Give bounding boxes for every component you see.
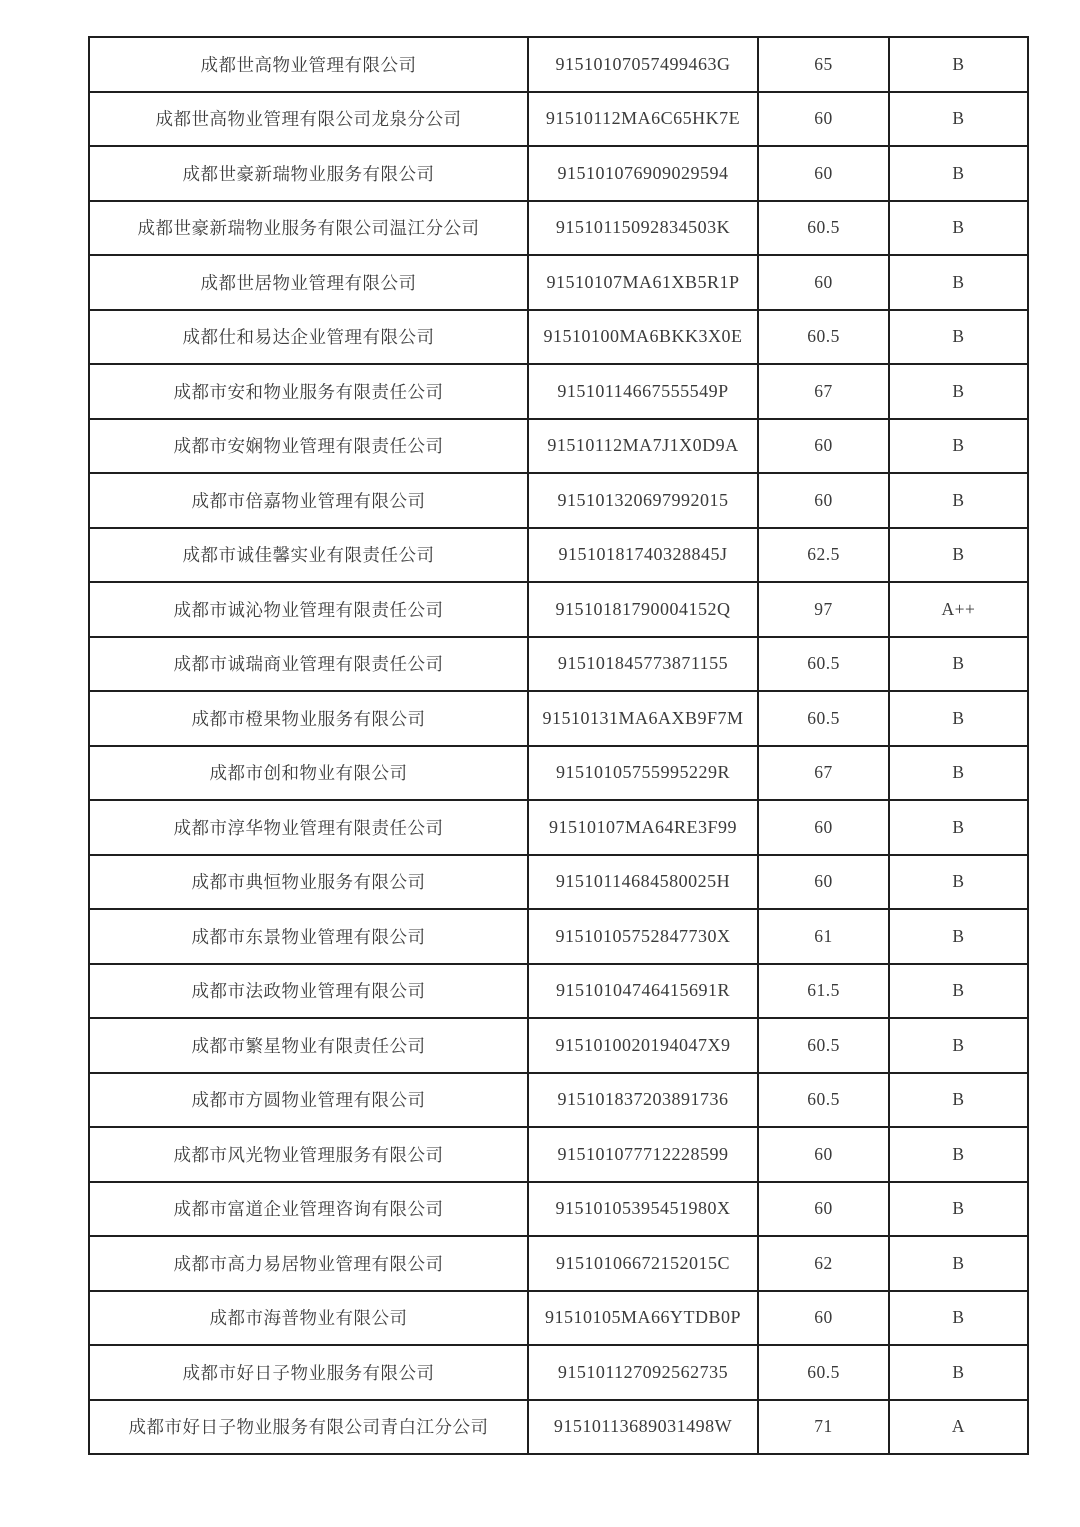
company-name-cell: 成都市安娴物业管理有限责任公司 xyxy=(89,419,528,474)
credit-code-cell: 91510114684580025H xyxy=(528,855,758,910)
company-name-cell: 成都世居物业管理有限公司 xyxy=(89,255,528,310)
table-row xyxy=(89,473,1028,528)
score-cell: 61 xyxy=(758,909,889,964)
credit-code-cell: 915101320697992015 xyxy=(528,473,758,528)
table-row xyxy=(89,310,1028,365)
grade-cell: B xyxy=(889,1073,1028,1128)
table-row xyxy=(89,37,1028,92)
table-row xyxy=(89,800,1028,855)
table-row xyxy=(89,201,1028,256)
company-name-cell: 成都市富道企业管理咨询有限公司 xyxy=(89,1182,528,1237)
table-row xyxy=(89,691,1028,746)
score-cell: 60.5 xyxy=(758,1345,889,1400)
score-cell: 60 xyxy=(758,1127,889,1182)
score-cell: 97 xyxy=(758,582,889,637)
table-row xyxy=(89,92,1028,147)
table-row xyxy=(89,964,1028,1019)
table-row xyxy=(89,637,1028,692)
table-row xyxy=(89,146,1028,201)
score-cell: 60.5 xyxy=(758,1073,889,1128)
credit-code-cell: 91510113689031498W xyxy=(528,1400,758,1455)
credit-rating-table xyxy=(88,36,1029,1455)
table-row xyxy=(89,1127,1028,1182)
score-cell: 60 xyxy=(758,473,889,528)
table-row xyxy=(89,1182,1028,1237)
table-row xyxy=(89,419,1028,474)
grade-cell: B xyxy=(889,1291,1028,1346)
score-cell: 60.5 xyxy=(758,310,889,365)
credit-code-cell: 91510100MA6BKK3X0E xyxy=(528,310,758,365)
company-name-cell: 成都市高力易居物业管理有限公司 xyxy=(89,1236,528,1291)
credit-code-cell: 915101076909029594 xyxy=(528,146,758,201)
credit-code-cell: 9151010020194047X9 xyxy=(528,1018,758,1073)
company-name-cell: 成都市诚瑞商业管理有限责任公司 xyxy=(89,637,528,692)
grade-cell: B xyxy=(889,691,1028,746)
company-name-cell: 成都市好日子物业服务有限公司青白江分公司 xyxy=(89,1400,528,1455)
score-cell: 60.5 xyxy=(758,201,889,256)
grade-cell: B xyxy=(889,419,1028,474)
credit-code-cell: 91510112MA6C65HK7E xyxy=(528,92,758,147)
company-name-cell: 成都世高物业管理有限公司 xyxy=(89,37,528,92)
table-row xyxy=(89,746,1028,801)
grade-cell: B xyxy=(889,528,1028,583)
credit-code-cell: 91510105395451980X xyxy=(528,1182,758,1237)
credit-code-cell: 91510105MA66YTDB0P xyxy=(528,1291,758,1346)
company-name-cell: 成都市典恒物业服务有限公司 xyxy=(89,855,528,910)
grade-cell: B xyxy=(889,364,1028,419)
score-cell: 67 xyxy=(758,364,889,419)
grade-cell: B xyxy=(889,310,1028,365)
credit-code-cell: 915101837203891736 xyxy=(528,1073,758,1128)
company-name-cell: 成都市安和物业服务有限责任公司 xyxy=(89,364,528,419)
score-cell: 60 xyxy=(758,146,889,201)
credit-code-cell: 91510181740328845J xyxy=(528,528,758,583)
table-row xyxy=(89,909,1028,964)
credit-code-cell: 91510131MA6AXB9F7M xyxy=(528,691,758,746)
score-cell: 60 xyxy=(758,255,889,310)
score-cell: 67 xyxy=(758,746,889,801)
table-row xyxy=(89,364,1028,419)
score-cell: 71 xyxy=(758,1400,889,1455)
score-cell: 60.5 xyxy=(758,637,889,692)
company-name-cell: 成都市法政物业管理有限公司 xyxy=(89,964,528,1019)
company-name-cell: 成都市海普物业有限公司 xyxy=(89,1291,528,1346)
company-name-cell: 成都市风光物业管理服务有限公司 xyxy=(89,1127,528,1182)
grade-cell: B xyxy=(889,1127,1028,1182)
grade-cell: B xyxy=(889,255,1028,310)
grade-cell: B xyxy=(889,800,1028,855)
credit-code-cell: 915101127092562735 xyxy=(528,1345,758,1400)
score-cell: 60.5 xyxy=(758,691,889,746)
rating-table-body xyxy=(89,37,1028,1454)
credit-code-cell: 91510106672152015C xyxy=(528,1236,758,1291)
table-row xyxy=(89,1073,1028,1128)
grade-cell: B xyxy=(889,146,1028,201)
score-cell: 60 xyxy=(758,800,889,855)
company-name-cell: 成都市倍嘉物业管理有限公司 xyxy=(89,473,528,528)
score-cell: 60 xyxy=(758,1182,889,1237)
company-name-cell: 成都市诚沁物业管理有限责任公司 xyxy=(89,582,528,637)
grade-cell: B xyxy=(889,909,1028,964)
grade-cell: B xyxy=(889,746,1028,801)
table-row xyxy=(89,855,1028,910)
credit-code-cell: 91510105755995229R xyxy=(528,746,758,801)
score-cell: 60 xyxy=(758,855,889,910)
credit-code-cell: 91510112MA7J1X0D9A xyxy=(528,419,758,474)
score-cell: 62 xyxy=(758,1236,889,1291)
score-cell: 60 xyxy=(758,1291,889,1346)
company-name-cell: 成都仕和易达企业管理有限公司 xyxy=(89,310,528,365)
table-row xyxy=(89,1291,1028,1346)
table-row xyxy=(89,582,1028,637)
grade-cell: B xyxy=(889,1018,1028,1073)
grade-cell: B xyxy=(889,37,1028,92)
grade-cell: A xyxy=(889,1400,1028,1455)
grade-cell: B xyxy=(889,855,1028,910)
score-cell: 65 xyxy=(758,37,889,92)
score-cell: 61.5 xyxy=(758,964,889,1019)
score-cell: 60 xyxy=(758,92,889,147)
table-row xyxy=(89,1236,1028,1291)
score-cell: 62.5 xyxy=(758,528,889,583)
grade-cell: B xyxy=(889,637,1028,692)
credit-code-cell: 915101845773871155 xyxy=(528,637,758,692)
company-name-cell: 成都市淳华物业管理有限责任公司 xyxy=(89,800,528,855)
credit-code-cell: 91510114667555549P xyxy=(528,364,758,419)
grade-cell: B xyxy=(889,964,1028,1019)
company-name-cell: 成都市方圆物业管理有限公司 xyxy=(89,1073,528,1128)
credit-code-cell: 91510107057499463G xyxy=(528,37,758,92)
grade-cell: B xyxy=(889,1182,1028,1237)
credit-code-cell: 91510107MA61XB5R1P xyxy=(528,255,758,310)
credit-code-cell: 91510105752847730X xyxy=(528,909,758,964)
grade-cell: A++ xyxy=(889,582,1028,637)
company-name-cell: 成都市东景物业管理有限公司 xyxy=(89,909,528,964)
grade-cell: B xyxy=(889,473,1028,528)
company-name-cell: 成都市繁星物业有限责任公司 xyxy=(89,1018,528,1073)
grade-cell: B xyxy=(889,201,1028,256)
grade-cell: B xyxy=(889,1345,1028,1400)
credit-code-cell: 91510181790004152Q xyxy=(528,582,758,637)
company-name-cell: 成都市好日子物业服务有限公司 xyxy=(89,1345,528,1400)
company-name-cell: 成都市橙果物业服务有限公司 xyxy=(89,691,528,746)
company-name-cell: 成都市诚佳馨实业有限责任公司 xyxy=(89,528,528,583)
grade-cell: B xyxy=(889,92,1028,147)
company-name-cell: 成都世高物业管理有限公司龙泉分公司 xyxy=(89,92,528,147)
score-cell: 60.5 xyxy=(758,1018,889,1073)
company-name-cell: 成都市创和物业有限公司 xyxy=(89,746,528,801)
credit-code-cell: 91510115092834503K xyxy=(528,201,758,256)
table-row xyxy=(89,255,1028,310)
table-row xyxy=(89,1018,1028,1073)
table-row xyxy=(89,528,1028,583)
credit-code-cell: 91510107MA64RE3F99 xyxy=(528,800,758,855)
score-cell: 60 xyxy=(758,419,889,474)
table-row xyxy=(89,1400,1028,1455)
grade-cell: B xyxy=(889,1236,1028,1291)
table-row xyxy=(89,1345,1028,1400)
credit-code-cell: 915101077712228599 xyxy=(528,1127,758,1182)
company-name-cell: 成都世豪新瑞物业服务有限公司 xyxy=(89,146,528,201)
company-name-cell: 成都世豪新瑞物业服务有限公司温江分公司 xyxy=(89,201,528,256)
credit-code-cell: 91510104746415691R xyxy=(528,964,758,1019)
